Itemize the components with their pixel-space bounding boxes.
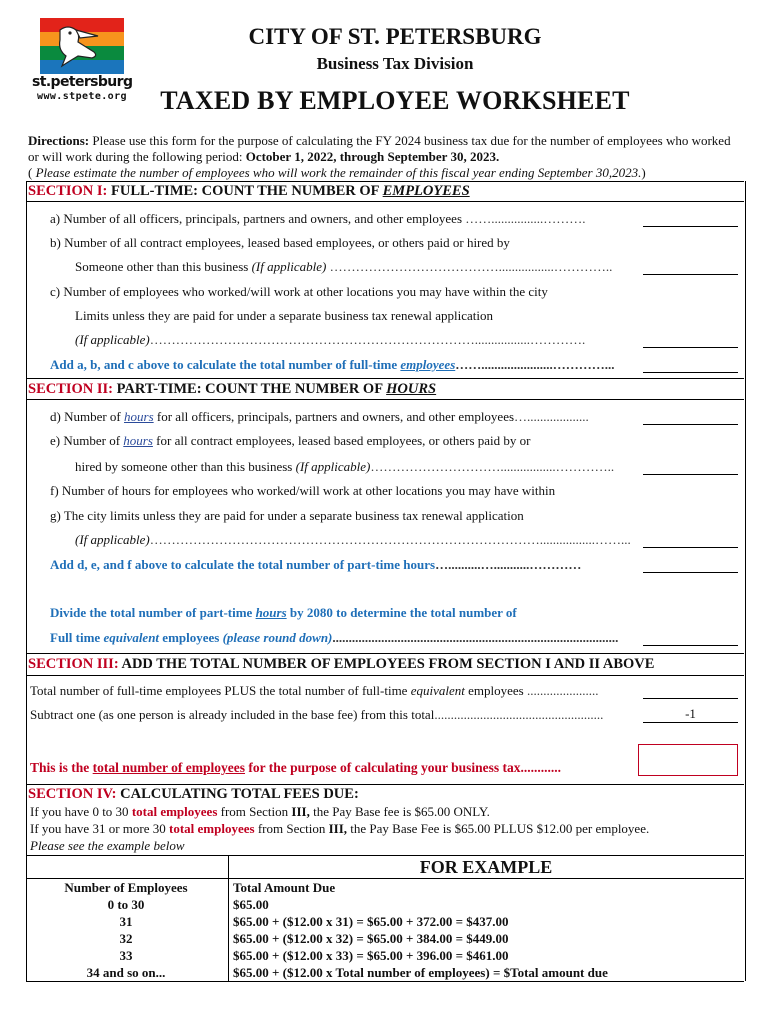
directions-text: Please use this form for the purpose of calculating the FY 2024 business tax due for the number of employees who worked or will work during the following period: — [28, 133, 731, 164]
example-col2-header: Total Amount Due — [233, 880, 336, 895]
section1-total-input[interactable] — [643, 358, 738, 373]
item-g-dots: ……………………………………………………………………………….................……... — [149, 532, 631, 547]
item-g-line2 — [75, 532, 631, 548]
item-e-line2 — [75, 459, 614, 475]
fte-round-down: (please round down) — [222, 630, 333, 645]
item-b-applicable: (If applicable) — [251, 259, 327, 274]
item-e-post: for all contract employees, leased based employees, or others paid by or — [156, 433, 531, 448]
directions-note: Please estimate the number of employees who will work the remainder of this fiscal year ending September 30,2023. — [35, 165, 642, 180]
example-row-amount: $65.00 + ($12.00 x 33) = $65.00 + 396.00 = $461.00 — [233, 948, 509, 963]
section3-bottom-rule — [26, 675, 744, 676]
section2-number: SECTION II: — [28, 381, 114, 397]
directions-note-close: ) — [641, 165, 646, 180]
fee-rule-2-post: the Pay Base Fee is $65.00 PLLUS $12.00 per employee. — [350, 821, 650, 836]
item-b-dots: ………………………………….................………….. — [329, 259, 613, 274]
logo-name: st.petersburg — [32, 74, 133, 90]
fee-rule-1 — [30, 804, 490, 820]
item-d-dots: …................... — [514, 409, 589, 424]
item-a-dots: ……................………. — [465, 211, 586, 226]
section4-heading — [28, 786, 742, 803]
item-d — [50, 409, 589, 425]
divide-post: by 2080 to determine the total number of — [289, 605, 517, 620]
example-row-employees: 31 — [119, 914, 133, 929]
subtract-line — [30, 707, 603, 723]
item-e-pre: e) Number of — [50, 433, 121, 448]
fte-pre: Full time — [50, 630, 101, 645]
section3-number: SECTION III: — [28, 656, 119, 672]
directions-period: October 1, 2022, through September 30, 2023. — [245, 149, 500, 164]
logo-url: www.stpete.org — [37, 91, 127, 102]
fte-dots: ........................................................................................ — [332, 630, 619, 645]
divide-pre: Divide the total number of part-time — [50, 605, 253, 620]
item-g: g) The city limits unless they are paid for under a separate business tax renewal application — [50, 508, 524, 523]
section2-heading — [28, 381, 742, 398]
item-c-line3 — [75, 332, 585, 348]
city-logo — [32, 18, 132, 110]
fee-rule-1-pre: If you have 0 to 30 — [30, 804, 129, 819]
item-d-pre: d) Number of — [50, 409, 121, 424]
section3-heading — [28, 656, 742, 673]
fee-rule-2 — [30, 821, 649, 837]
section3-title: ADD THE TOTAL NUMBER OF EMPLOYEES FROM SECTION I AND II ABOVE — [121, 656, 655, 672]
example-row-amount: $65.00 — [233, 897, 269, 912]
example-row-employees: 34 and so on... — [86, 965, 166, 980]
section1-title-employees: EMPLOYEES — [382, 183, 470, 199]
section2-top-rule — [26, 378, 744, 379]
city-title: CITY OF ST. PETERSBURG — [248, 24, 542, 49]
divide-instruction — [50, 605, 517, 621]
example-row-employees: 33 — [119, 948, 133, 963]
fee-rule-1-section: III, — [291, 804, 310, 819]
division-title: Business Tax Division — [316, 54, 474, 73]
item-e-input[interactable] — [643, 460, 738, 475]
section2-total-input[interactable] — [643, 558, 738, 573]
example-row-amount: $65.00 + ($12.00 x Total number of employees) = $Total amount due — [233, 965, 608, 980]
example-col1-header: Number of Employees — [64, 880, 188, 895]
section1-number: SECTION I: — [28, 183, 108, 199]
fte-line — [50, 630, 618, 646]
section1-total — [50, 357, 615, 373]
section2-total-dots: …..........…...........………… — [435, 557, 582, 572]
fte-employees: employees — [162, 630, 220, 645]
section3-total-input[interactable] — [643, 684, 738, 699]
fee-rule-1-post: the Pay Base fee is $65.00 ONLY. — [313, 804, 490, 819]
fee-example-note: Please see the example below — [30, 838, 185, 853]
fee-rule-1-total: total employees — [131, 804, 218, 819]
fee-rule-2-section: III, — [328, 821, 348, 836]
example-row-employees: 0 to 30 — [107, 897, 145, 912]
pelican-icon — [50, 22, 106, 70]
item-d-input[interactable] — [643, 410, 738, 425]
total-employees-label: total number of employees — [92, 760, 246, 775]
item-d-hours: hours — [124, 409, 154, 424]
item-f: f) Number of hours for employees who worked/will work at other locations you may have within — [50, 483, 556, 498]
section4-top-rule — [26, 784, 744, 785]
item-a-input[interactable] — [643, 212, 738, 227]
section3-total-pre: Total number of full-time employees PLUS the total number of full-time — [30, 683, 408, 698]
page-title: TAXED BY EMPLOYEE WORKSHEET — [160, 86, 630, 115]
example-row-amount: $65.00 + ($12.00 x 32) = $65.00 + 384.00 = $449.00 — [233, 931, 509, 946]
item-c: c) Number of employees who worked/will work at other locations you may have within the city — [50, 284, 548, 299]
fee-rule-1-mid: from Section — [220, 804, 289, 819]
section3-top-rule — [26, 653, 744, 654]
fee-rule-2-mid: from Section — [257, 821, 326, 836]
directions-label: Directions: — [28, 133, 90, 148]
section3-total-line — [30, 683, 598, 699]
subtract-value: -1 — [643, 708, 738, 723]
fee-rule-2-total: total employees — [169, 821, 255, 836]
item-e-text2: hired by someone other than this business — [75, 459, 293, 474]
section3-total-equivalent: equivalent — [410, 683, 465, 698]
example-top-rule — [26, 855, 744, 856]
section1-heading — [28, 183, 742, 200]
example-header-rule — [26, 878, 744, 879]
item-g-applicable: (If applicable) — [75, 532, 150, 547]
section2-total — [50, 557, 581, 573]
section2-bottom-rule — [26, 399, 744, 400]
fte-input[interactable] — [643, 631, 738, 646]
item-b-text2: Someone other than this business — [75, 259, 249, 274]
item-a-text: a) Number of all officers, principals, partners and owners, and other employees — [50, 211, 463, 226]
subtract-text: Subtract one (as one person is already included in the base fee) from this total — [30, 707, 435, 722]
section2-total-text: Add d, e, and f above to calculate the total number of part-time hours — [50, 557, 436, 572]
item-b-line2 — [75, 259, 612, 275]
item-e-dots: ………………………….................………….. — [370, 459, 615, 474]
item-c-applicable: (If applicable) — [75, 332, 150, 347]
section1-total-employees: employees — [400, 357, 456, 372]
fee-rule-2-pre: If you have 31 or more 30 — [30, 821, 166, 836]
section1-bottom-rule — [26, 201, 744, 202]
item-a — [50, 211, 586, 227]
item-c-dots: ………………………………………………………………….................…………. — [149, 332, 586, 347]
example-bottom-rule — [26, 981, 744, 982]
item-d-post: for all officers, principals, partners and owners, and other employees — [156, 409, 515, 424]
section4-title: CALCULATING TOTAL FEES DUE: — [120, 786, 359, 802]
section3-total-post: employees — [468, 683, 524, 698]
section1-total-dots: ……......................…………... — [455, 357, 615, 372]
divide-hours: hours — [255, 605, 287, 620]
section1-total-text: Add a, b, and c above to calculate the total number of full-time — [50, 357, 398, 372]
section1-top-rule — [26, 181, 744, 182]
section2-title: PART-TIME: COUNT THE NUMBER OF — [116, 381, 383, 397]
directions-note-open: ( — [28, 165, 33, 180]
item-e-hours: hours — [123, 433, 153, 448]
item-e-applicable: (If applicable) — [295, 459, 371, 474]
section3-total-dots: ...................... — [526, 683, 599, 698]
item-e — [50, 433, 531, 449]
total-employees-line — [30, 760, 561, 776]
fte-equivalent: equivalent — [103, 630, 160, 645]
example-title: FOR EXAMPLE — [419, 857, 553, 877]
example-row-amount: $65.00 + ($12.00 x 31) = $65.00 + 372.00 = $437.00 — [233, 914, 509, 929]
section1-title: FULL-TIME: COUNT THE NUMBER OF — [111, 183, 380, 199]
total-employees-pre: This is the — [30, 760, 90, 775]
section2-title-hours: HOURS — [386, 381, 437, 397]
item-c-line2: Limits unless they are paid for under a separate business tax renewal application — [75, 308, 494, 323]
total-employees-input[interactable] — [638, 744, 738, 776]
subtract-dots: .................................................... — [434, 707, 604, 722]
item-b-input[interactable] — [643, 260, 738, 275]
directions — [28, 133, 744, 181]
item-b: b) Number of all contract employees, leased based employees, or others paid or hired by — [50, 235, 510, 250]
item-g-input[interactable] — [643, 533, 738, 548]
example-row-employees: 32 — [119, 931, 133, 946]
section4-number: SECTION IV: — [28, 786, 117, 802]
item-c-input[interactable] — [643, 333, 738, 348]
total-employees-post: for the purpose of calculating your business tax............ — [248, 760, 562, 775]
